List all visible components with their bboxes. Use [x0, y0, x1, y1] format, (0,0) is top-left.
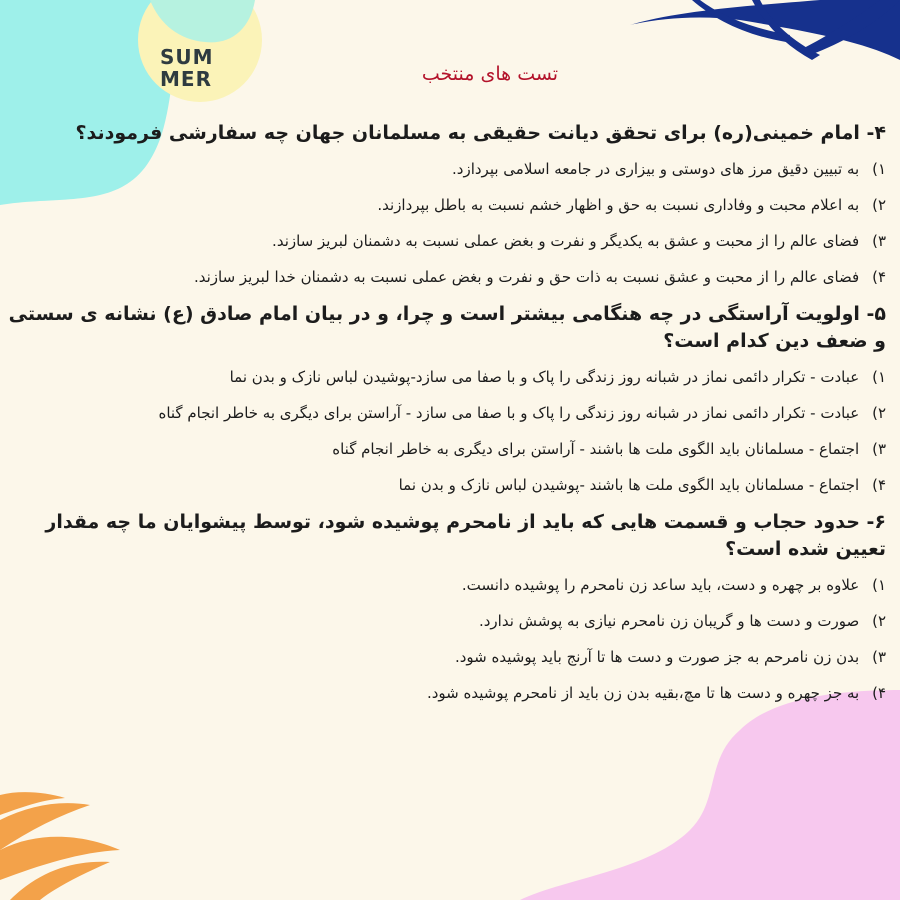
option-number: ۴): [872, 268, 886, 286]
option-text: فضای عالم را از محبت و عشق نسبت به ذات حق و نفرت و بغض عملی نسبت به دشمنان خدا لبریز سازند.: [193, 268, 860, 286]
option-text: به تبیین دقیق مرز های دوستی و بیزاری در جامعه اسلامی بپردازد.: [452, 160, 860, 178]
question-text: ۴- امام خمینی(ره) برای تحقق دیانت حقیقی به مسلمانان جهان چه سفارشی فرمودند؟: [75, 122, 886, 144]
option-text: عبادت - تکرار دائمی نماز در شبانه روز زندگی را پاک و با صفا می سازد - آراستن برای دیگری به خاطر انجام گناه: [158, 404, 860, 422]
option-2: [4, 399, 886, 427]
option-number: ۲): [872, 196, 886, 214]
option-3: [4, 643, 886, 671]
option-3: [4, 227, 886, 255]
option-3: [4, 435, 886, 463]
option-text: علاوه بر چهره و دست، باید ساعد زن نامحرم را پوشیده دانست.: [461, 576, 860, 594]
question-6: [4, 509, 886, 707]
option-text: عبادت - تکرار دائمی نماز در شبانه روز زندگی را پاک و با صفا می سازد-پوشیدن لباس نازک و بدن نما: [229, 368, 860, 386]
option-text: اجتماع - مسلمانان باید الگوی ملت ها باشند -پوشیدن لباس نازک و بدن نما: [398, 476, 860, 494]
option-1: [4, 155, 886, 183]
option-4: [4, 679, 886, 707]
question-4: [4, 120, 886, 291]
option-number: ۱): [872, 160, 886, 178]
page-title: تست های منتخب: [421, 63, 559, 85]
option-number: ۴): [872, 476, 886, 494]
option-text: به جز چهره و دست ها تا مچ،بقیه بدن زن باید از نامحرم پوشیده شود.: [426, 684, 860, 702]
option-number: ۱): [872, 368, 886, 386]
option-number: ۴): [872, 684, 886, 702]
option-4: [4, 471, 886, 499]
question-text: ۶- حدود حجاب و قسمت هایی که باید از نامحرم پوشیده شود، توسط پیشوایان ما چه مقدار تعیین شده است؟: [45, 511, 886, 560]
option-text: بدن زن نامرحم به جز صورت و دست ها تا آرنج باید پوشیده شود.: [454, 648, 860, 666]
badge-line-2: MER: [160, 67, 212, 91]
option-1: [4, 363, 886, 391]
option-number: ۳): [872, 440, 886, 458]
option-number: ۳): [872, 648, 886, 666]
option-number: ۲): [872, 404, 886, 422]
question-text: ۵- اولویت آراستگی در چه هنگامی بیشتر است و چرا، و در بیان امام صادق (ع) نشانه ی سستی و ضعف دین کدام است؟: [8, 303, 886, 352]
option-text: صورت و دست ها و گریبان زن نامحرم نیازی به پوشش ندارد.: [478, 612, 860, 630]
option-number: ۱): [872, 576, 886, 594]
option-number: ۳): [872, 232, 886, 250]
option-2: [4, 191, 886, 219]
option-text: اجتماع - مسلمانان باید الگوی ملت ها باشند - آراستن برای دیگری به خاطر انجام گناه: [332, 440, 860, 458]
option-text: به اعلام محبت و وفاداری نسبت به حق و اظهار خشم نسبت به باطل بپردازند.: [377, 196, 860, 214]
option-4: [4, 263, 886, 291]
question-list: [4, 120, 886, 896]
option-1: [4, 571, 886, 599]
option-text: فضای عالم را از محبت و عشق به یکدیگر و نفرت و بغض عملی نسبت به دشمنان لبریز سازند.: [272, 232, 860, 250]
option-2: [4, 607, 886, 635]
badge-line-1: SUM: [160, 45, 214, 69]
question-5: [4, 301, 886, 499]
palm-leaf-decoration: [630, 0, 900, 60]
option-number: ۲): [872, 612, 886, 630]
summer-badge: [160, 46, 214, 90]
